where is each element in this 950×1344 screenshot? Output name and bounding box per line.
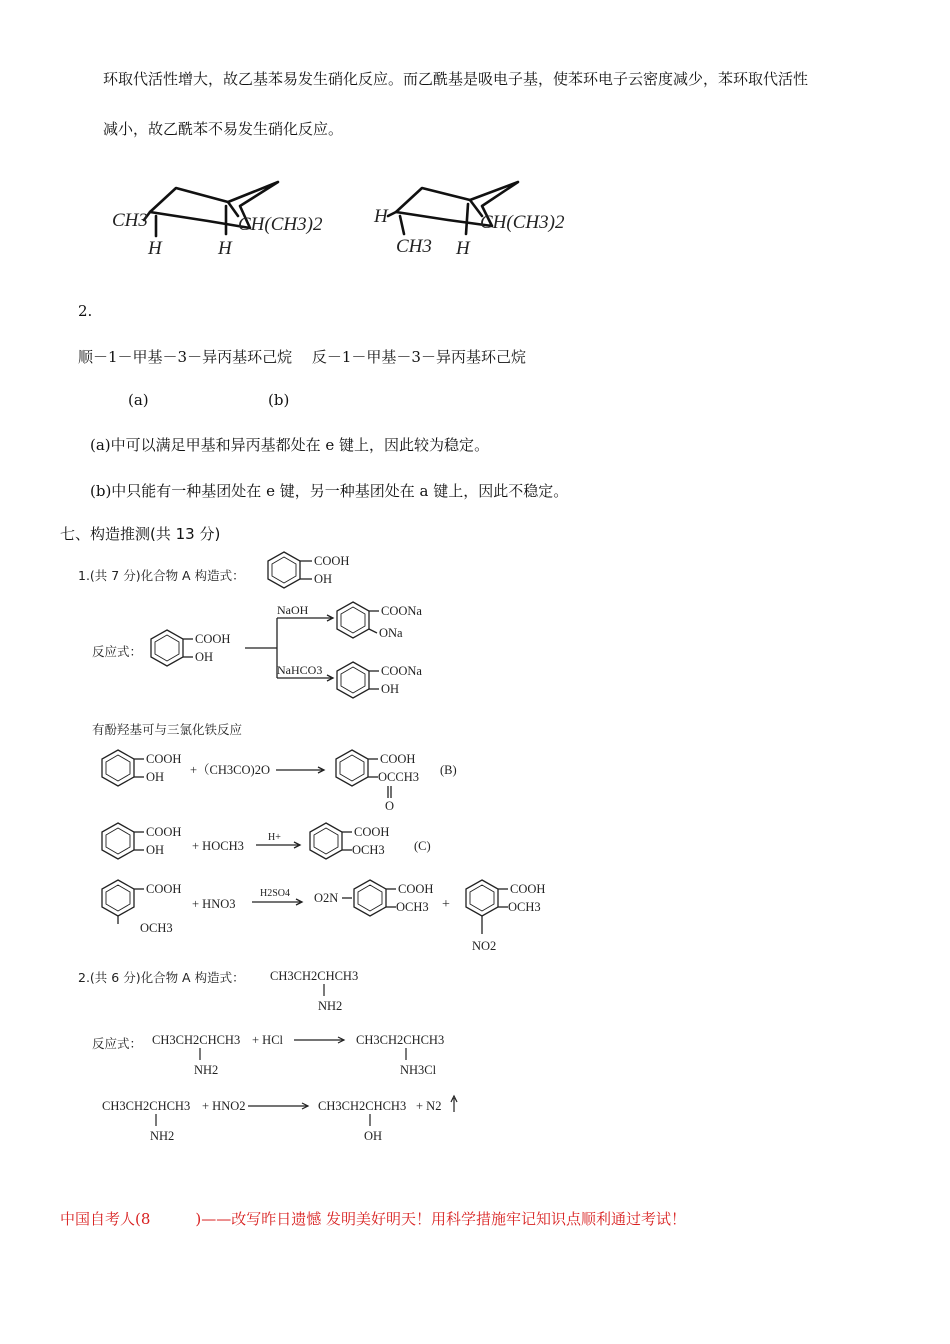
n-reactant-och3: OCH3 xyxy=(140,921,173,935)
p1-reaction-label: 反应式： xyxy=(92,644,143,659)
p2-formula: CH3CH2CHCH3 xyxy=(270,969,359,983)
reaction-nitration xyxy=(96,876,556,960)
sketch-right-substituent: CH(CH3)2 xyxy=(480,212,565,233)
label-b: (B) xyxy=(440,763,457,777)
sulfuric-acid: H2SO4 xyxy=(260,888,291,899)
p2-nh2: NH2 xyxy=(318,999,343,1013)
section-7-heading: 七、构造推测(共 13 分) xyxy=(60,525,221,543)
p1-base-reactions xyxy=(145,600,435,710)
sketch-left-h1: H xyxy=(148,238,162,259)
sketch-left-substituent: CH(CH3)2 xyxy=(238,214,323,235)
hno2-product: CH3CH2CHCH3 xyxy=(318,1099,407,1113)
hno2-reactant: CH3CH2CHCH3 xyxy=(102,1099,191,1113)
nitrogen-gas: + N2 xyxy=(416,1099,442,1113)
sketch-left-h2: H xyxy=(218,238,232,259)
hno2-reagent: + HNO2 xyxy=(202,1099,246,1113)
acetyl-reactant-oh: OH xyxy=(146,770,165,784)
hcl-reactant-nh2: NH2 xyxy=(194,1063,219,1077)
reactant-cooh: COOH xyxy=(195,632,231,646)
np2-no2: NO2 xyxy=(472,939,497,953)
plus-sign: + xyxy=(442,897,450,912)
fecl3-note: 有酚羟基可与三氯化铁反应 xyxy=(92,722,243,737)
hno2-reactant-nh2: NH2 xyxy=(150,1129,175,1143)
hno2-product-oh: OH xyxy=(364,1129,383,1143)
oh-label: OH xyxy=(314,572,333,586)
product1-ona: ONa xyxy=(379,626,403,640)
acid-catalyst: H+ xyxy=(268,832,281,843)
product1-coona: COONa xyxy=(381,604,422,618)
cooh-label: COOH xyxy=(314,554,350,568)
reaction-esterification xyxy=(96,818,456,870)
label-c: (C) xyxy=(414,839,431,853)
nitro-prefix: O2N xyxy=(314,891,339,905)
q2-explanation-a: (a)中可以满足甲基和异丙基都处在 e 键上，因此较为稳定。 xyxy=(90,436,490,454)
nitric-acid: + HNO3 xyxy=(192,897,236,911)
q2-label-b: (b) xyxy=(268,391,290,409)
sketch-right-h: H xyxy=(374,206,388,227)
sketch-left-ch3: CH3 xyxy=(112,210,148,231)
product2-oh: OH xyxy=(381,682,400,696)
b-carbonyl-o: O xyxy=(385,799,395,813)
q2-isomer-names: 顺－1－甲基－3－异丙基环己烷 反－1－甲基－3－异丙基环己烷 xyxy=(78,348,526,366)
q2-label-a: (a) xyxy=(128,391,149,409)
p1-structure-a xyxy=(262,548,372,592)
intro-line-2: 减小，故乙酰苯不易发生硝化反应。 xyxy=(103,120,344,138)
sketch-right-ch3: CH3 xyxy=(396,236,432,257)
np1-cooh: COOH xyxy=(398,882,434,896)
c-reactant-cooh: COOH xyxy=(146,825,182,839)
footer-text: 中国自考人(8 )——改写昨日遗憾 发明美好明天！用科学措施牢记知识点顺利通过考试！ xyxy=(60,1210,687,1228)
hcl-reactant: CH3CH2CHCH3 xyxy=(152,1033,241,1047)
chair-conformation-sketch xyxy=(110,172,590,267)
np2-cooh: COOH xyxy=(510,882,546,896)
acetic-anhydride: +（CH3CO)2O xyxy=(190,763,270,777)
p2-structure-a xyxy=(266,962,386,1016)
b-occh3: OCCH3 xyxy=(378,770,419,784)
np2-och3: OCH3 xyxy=(508,900,541,914)
reactant-oh: OH xyxy=(195,650,214,664)
c-och3: OCH3 xyxy=(352,843,385,857)
q2-number: 2. xyxy=(78,302,93,320)
p2-hcl-reaction xyxy=(148,1026,468,1086)
c-cooh: COOH xyxy=(354,825,390,839)
c-reactant-oh: OH xyxy=(146,843,165,857)
hcl-reagent: + HCl xyxy=(252,1033,284,1047)
hcl-product: CH3CH2CHCH3 xyxy=(356,1033,445,1047)
p2-reaction-label: 反应式： xyxy=(92,1036,143,1051)
n-reactant-cooh: COOH xyxy=(146,882,182,896)
intro-line-1: 环取代活性增大，故乙基苯易发生硝化反应。而乙酰基是吸电子基，使苯环电子云密度减少，苯环取代活性 xyxy=(103,70,809,88)
methanol: + HOCH3 xyxy=(192,839,244,853)
reaction-acetylation xyxy=(96,742,476,816)
nahco3-reagent: NaHCO3 xyxy=(277,663,323,677)
acetyl-reactant-cooh: COOH xyxy=(146,752,182,766)
p1-title: 1.(共 7 分)化合物 A 构造式： xyxy=(78,568,245,583)
np1-och3: OCH3 xyxy=(396,900,429,914)
naoh-reagent: NaOH xyxy=(277,603,309,617)
q2-explanation-b: (b)中只能有一种基团处在 e 键，另一种基团处在 a 键上，因此不稳定。 xyxy=(90,482,569,500)
hcl-product-nh3cl: NH3Cl xyxy=(400,1063,437,1077)
b-cooh: COOH xyxy=(380,752,416,766)
product2-coona: COONa xyxy=(381,664,422,678)
sketch-right-h2: H xyxy=(456,238,470,259)
p2-title: 2.(共 6 分)化合物 A 构造式： xyxy=(78,970,245,985)
p2-hno2-reaction xyxy=(98,1092,478,1152)
